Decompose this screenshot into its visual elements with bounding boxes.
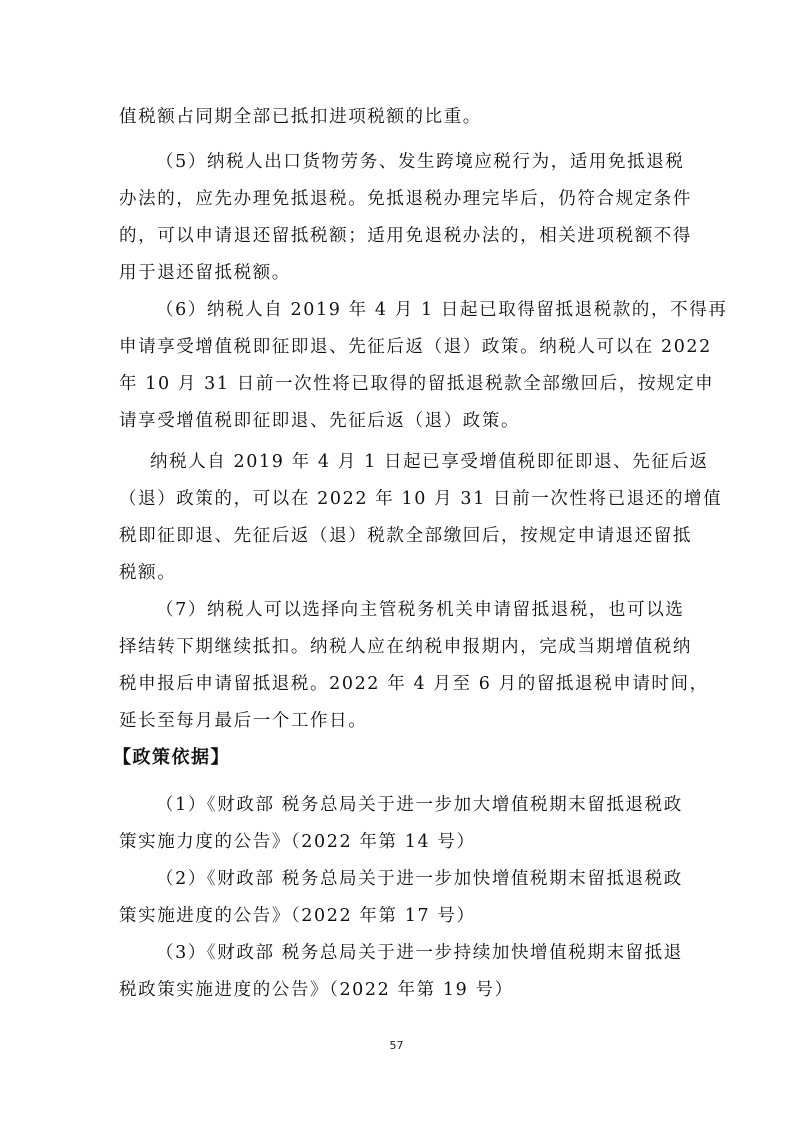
text-line: 税额。 [119,563,177,583]
text-line: 择结转下期继续抵扣。纳税人应在纳税申报期内，完成当期增值税纳 [119,637,692,657]
text-line: 税申报后申请留抵退税。2022 年 4 月至 6 月的留抵退税申请时间， [119,674,709,694]
text-line: （2）《财政部 税务总局关于进一步加快增值税期末留抵退税政 [156,869,683,889]
text-line: 申请享受增值税即征即退、先征后返（退）政策。纳税人可以在 2022 [119,337,712,357]
text-line: 延长至每月最后一个工作日。 [119,711,368,731]
text-line: （3）《财政部 税务总局关于进一步持续加快增值税期末留抵退 [156,943,683,963]
text-line: 请享受增值税即征即退、先征后返（退）政策。 [119,411,521,431]
text-line: 纳税人自 2019 年 4 月 1 日起已享受增值税即征即退、先征后返 [150,452,709,472]
text-line: 策实施力度的公告》（2022 年第 14 号） [119,832,476,852]
text-line: （7）纳税人可以选择向主管税务机关申请留抵退税，也可以选 [156,600,685,620]
text-line: 税政策实施进度的公告》（2022 年第 19 号） [119,980,514,1000]
text-line: （退）政策的，可以在 2022 年 10 月 31 日前一次性将已退还的增值 [119,489,723,509]
text-line: 用于退还留抵税额。 [119,263,291,283]
policy-basis-heading: 【政策依据】 [113,747,230,768]
text-line: 税即征即退、先征后返（退）税款全部缴回后，按规定申请退还留抵 [119,526,692,546]
page-number: 57 [389,1039,404,1052]
text-line: 年 10 月 31 日前一次性将已取得的留抵退税款全部缴回后，按规定申 [119,374,715,394]
text-line: （6）纳税人自 2019 年 4 月 1 日起已取得留抵退税款的，不得再 [156,300,728,320]
text-line: （1）《财政部 税务总局关于进一步加大增值税期末留抵退税政 [156,795,683,815]
text-line: （5）纳税人出口货物劳务、发生跨境应税行为，适用免抵退税 [156,152,685,172]
text-line: 值税额占同期全部已抵扣进项税额的比重。 [119,107,482,127]
text-line: 的，可以申请退还留抵税额；适用免退税办法的，相关进项税额不得 [119,226,692,246]
text-line: 办法的，应先办理免抵退税。免抵退税办理完毕后，仍符合规定条件 [119,189,692,209]
text-line: 策实施进度的公告》（2022 年第 17 号） [119,906,476,926]
